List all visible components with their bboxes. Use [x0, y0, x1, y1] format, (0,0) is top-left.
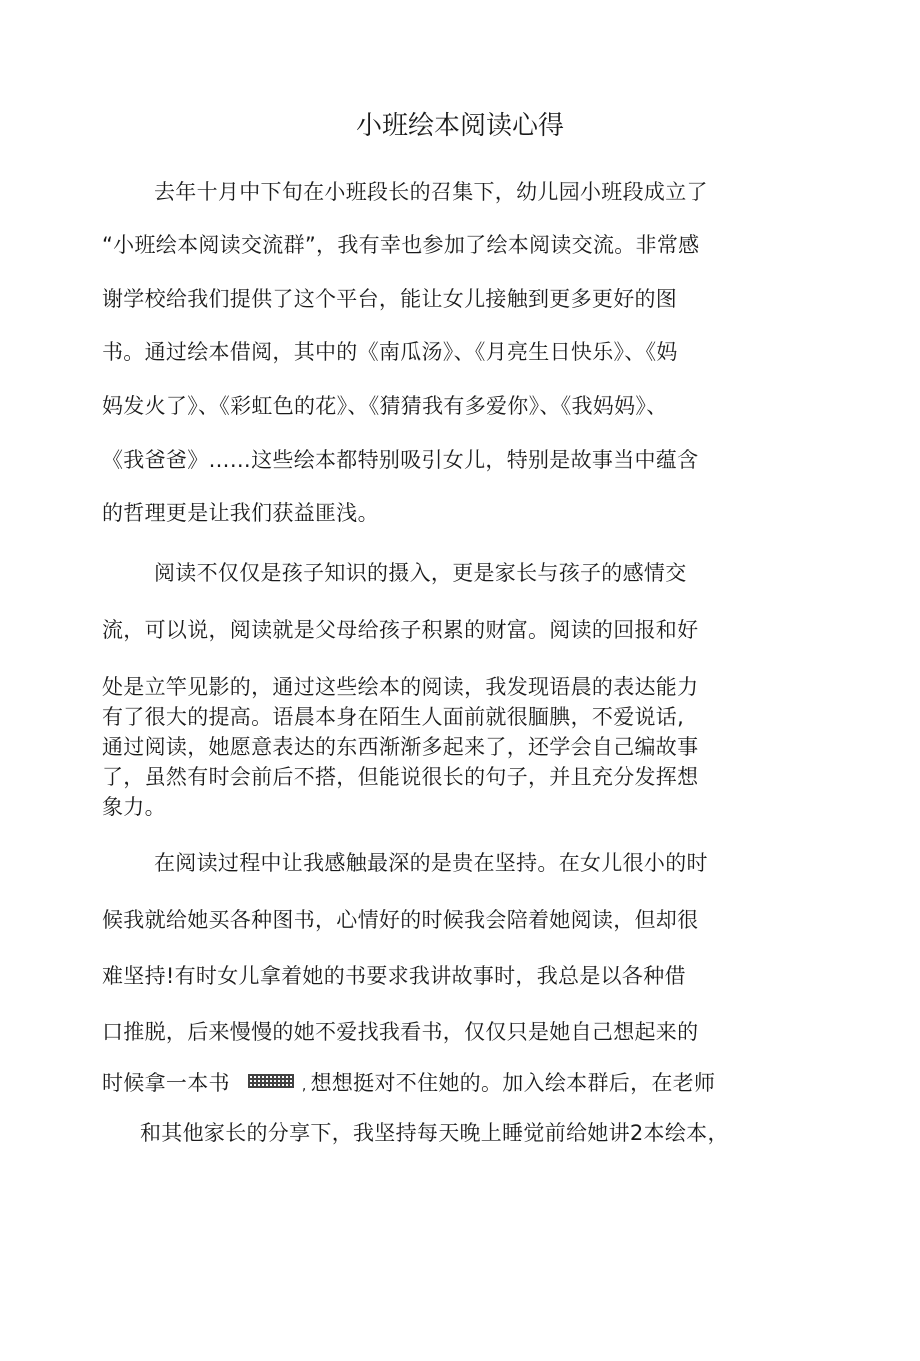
paragraph-line: 难坚持!有时女儿拿着她的书要求我讲故事时，我总是以各种借 [102, 964, 686, 988]
paragraph-line: 谢学校给我们提供了这个平台，能让女儿接触到更多更好的图 [102, 287, 678, 311]
paragraph-line: 了，虽然有时会前后不搭，但能说很长的句子，并且充分发挥想 [102, 765, 699, 789]
paragraph-line: 在阅读过程中让我感触最深的是贵在坚持。在女儿很小的时 [154, 851, 708, 875]
paragraph-line: 流，可以说，阅读就是父母给孩子积累的财富。阅读的回报和好 [102, 618, 699, 642]
paragraph-line: 书。通过绘本借阅，其中的《南瓜汤》、《月亮生日快乐》、《妈 [102, 340, 678, 364]
paragraph-segment: 想想挺对不住她的。加入绘本群后，在老师 [310, 1071, 716, 1095]
paragraph-line: 通过阅读，她愿意表达的东西渐渐多起来了，还学会自己编故事 [102, 735, 699, 759]
paragraph-line: 候我就给她买各种图书，心情好的时候我会陪着她阅读，但却很 [102, 908, 699, 932]
garbled-comma: , [301, 1078, 307, 1094]
paragraph-line: 《我爸爸》……这些绘本都特别吸引女儿，特别是故事当中蕴含 [102, 448, 699, 472]
paragraph-line-with-glitch [102, 1069, 715, 1100]
garbled-glyph-icon [248, 1074, 294, 1088]
paragraph-line: 和其他家长的分享下，我坚持每天晚上睡觉前给她讲2本绘本， [140, 1121, 729, 1145]
paragraph-line: 去年十月中下旬在小班段长的召集下，幼儿园小班段成立了 [154, 180, 708, 204]
paragraph-line: 妈发火了》、《彩虹色的花》、《猜猜我有多爱你》、《我妈妈》、 [102, 394, 668, 418]
paragraph-line: 阅读不仅仅是孩子知识的摄入，更是家长与孩子的感情交 [154, 561, 687, 585]
paragraph-segment: 时候拿一本书 [102, 1071, 230, 1095]
paragraph-line: 处是立竿见影的，通过这些绘本的阅读，我发现语晨的表达能力 [102, 675, 699, 699]
paragraph-line: 有了很大的提高。语晨本身在陌生人面前就很腼腆，不爱说话, [102, 705, 685, 729]
paragraph-line: 象力。 [102, 795, 166, 819]
page-title: 小班绘本阅读心得 [355, 111, 564, 141]
paragraph-line: 的哲理更是让我们获益匪浅。 [102, 501, 379, 525]
paragraph-line: 口推脱，后来慢慢的她不爱找我看书，仅仅只是她自己想起来的 [102, 1020, 699, 1044]
paragraph-line: “小班绘本阅读交流群”，我有幸也参加了绘本阅读交流。非常感 [102, 233, 700, 257]
